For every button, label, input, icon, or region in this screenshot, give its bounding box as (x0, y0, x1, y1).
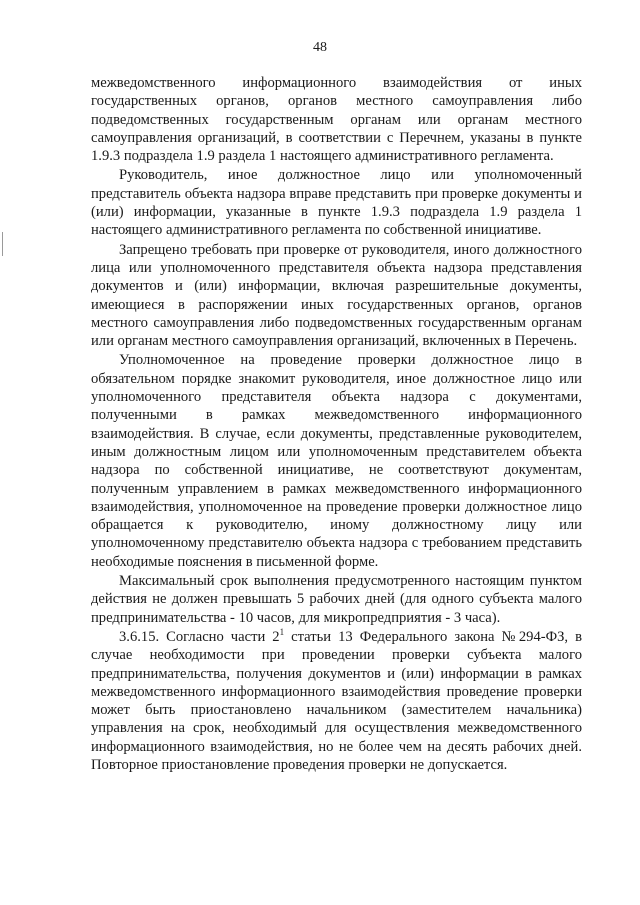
paragraph-1: межведомственного информационного взаимодействия от иных государственных органов, органов местного самоуправления либо подведомственных государственным органам или органам местного самоуправления организаций, в соответствии с Перечнем, указаны в пункте 1.9.3 подраздела 1.9 раздела 1 настоящего административного регламента. (91, 75, 582, 165)
paragraph-2: Руководитель, иное должностное лицо или уполномоченный представитель объекта надзора вправе представить при проверке документы и (или) информации, указанные в пункте 1.9.3 подраздела 1.9 раздела 1 настоящего административного регламента по собственной инициативе. (91, 167, 582, 239)
superscript-marker: 1 (279, 627, 285, 638)
paragraph-6-rest: статьи 13 Федерального закона №294-ФЗ, в случае необходимости при проведении проверки субъекта малого предпринимательства, получения документов и (или) информации в рамках межведомственного информационного взаимодействия проведение проверки может быть приостановлено начальником (заместителем начальника) управления на срок, необходимый для осуществления межведомственного информационного взаимодействия, но не более чем на десять рабочих дней. Повторное приостановление проведения проверки не допускается. (91, 628, 582, 773)
paragraph-6-start: 3.6.15. Согласно части 2 (119, 628, 280, 645)
scan-edge-mark (2, 232, 3, 256)
paragraph-6 (91, 628, 582, 774)
paragraph-4: Уполномоченное на проведение проверки должностное лицо в обязательном порядке знакомит руководителя, иное должностное лицо или уполномоченного представителя объекта надзора с документами, полученными в рамках межведомственного информационного взаимодействия. В случае, если документы, представленные руководителем, иным должностным лицом или уполномоченным представителем объекта надзора по собственной инициативе, не соответствуют документам, полученным управлением в рамках межведомственного информационного взаимодействия, уполномоченное на проведение проверки должностное лицо обращается к руководителю, иному должностному лицу или уполномоченному представителю объекта надзора с требованием представить необходимые пояснения в письменной форме. (91, 352, 582, 570)
paragraph-3: Запрещено требовать при проверке от руководителя, иного должностного лица или уполномоченного представителя объекта надзора представления документов и (или) информации, включая разрешительные документы, имеющиеся в распоряжении иных государственных органов, органов местного самоуправления либо подведомственных государственным органам или органам местного самоуправления организаций, включенных в Перечень. (91, 241, 582, 350)
page-number: 48 (313, 40, 327, 55)
document-body (91, 74, 582, 774)
paragraph-5: Максимальный срок выполнения предусмотренного настоящим пунктом действия не должен превышать 5 рабочих дней (для одного субъекта малого предпринимательства - 10 часов, для микропредприятия - 3 часа). (91, 573, 582, 626)
